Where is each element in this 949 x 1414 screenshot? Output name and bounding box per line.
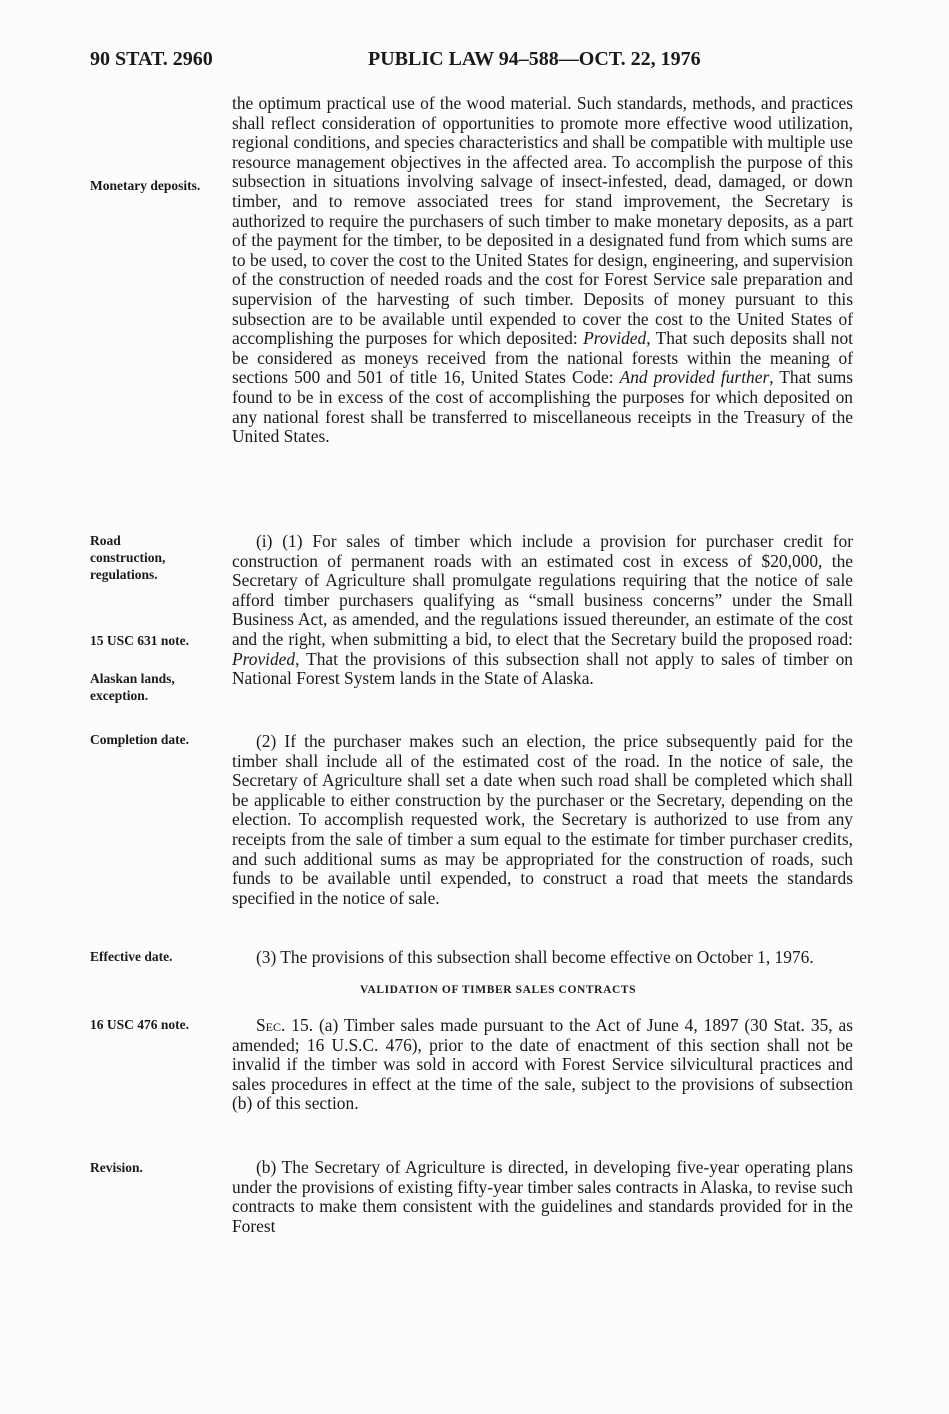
paragraph-i2-text: (2) If the purchaser makes such an election, the price subsequently paid for the timber shall include all of the estimated cost of the road. In the notice of sale, the Secretary of Agriculture shall set a date when such road shall be completed which shall be applicable to either construction by the purchaser or the Secretary, depending on the election. To accomplish requested work, the Secretary is authorized to use from any receipts from the sale of timber a sum equal to the estimate for timber purchaser credits, and such additional sums as may be appropriated for the construction of roads, such funds to be available until expended, to construct a road that meets the standards specified in the notice of sale. <box>232 731 853 908</box>
paragraph-i-1 <box>232 532 853 689</box>
paragraph-i1-text-1: (i) (1) For sales of timber which include a provision for purchaser credit for construction of permanent roads with an estimated cost in excess of $20,000, the Secretary of Agriculture shall promulgate regulations requiring that the notice of sale afford timber purchasers qualifying as “small business concerns” under the Small Business Act, as amended, and the regulations issued thereunder, an estimate of the cost and the right, when submitting a bid, to elect that the Secretary build the proposed road: <box>232 531 853 649</box>
paragraph-h-text-2: , That such deposits shall not be considered as moneys received from the national forests within the meaning of sections 500 and 501 of title 16, United States Code: <box>232 328 853 388</box>
margin-note-revision: Revision. <box>90 1160 143 1175</box>
paragraph-h-text-3: , That sums found to be in excess of the cost of accomplishing the purposes for which deposited on any national forest shall be transferred to miscellaneous receipts in the Treasury of the United States. <box>232 367 853 447</box>
margin-note-16-usc-476: 16 USC 476 note. <box>90 1017 190 1032</box>
margin-note-monetary-deposits: Monetary deposits. <box>90 178 201 193</box>
margin-note-15-usc-631: 15 USC 631 note. <box>90 633 190 648</box>
paragraph-h-text-1: the optimum practical use of the wood material. Such standards, methods, and practices shall reflect consideration of opportunities to promote more effective wood utilization, regional conditions, and species characteristics and shall be compatible with multiple use resource management objectives in the affected area. To accomplish the purpose of this subsection in situations involving salvage of insect-infested, dead, damaged, or down timber, and to remove associated trees for stand improvement, the Secretary is authorized to require the purchasers of such timber to make monetary deposits, as a part of the payment for the timber, to be deposited in a designated fund from which sums are to be used, to cover the cost to the United States for design, engineering, and supervision of the construction of needed roads and the cost for Forest Service sale preparation and supervision of the harvesting of such timber. Deposits of money pursuant to this subsection are to be available until expended to cover the cost to the United States of accomplishing the purposes for which deposited: <box>232 93 853 349</box>
margin-note-alaskan-lands: Alaskan lands, exception. <box>90 671 175 703</box>
section-15-b <box>232 1158 853 1236</box>
section-15-a <box>232 1016 853 1114</box>
margin-note-completion-date: Completion date. <box>90 732 189 747</box>
statute-page-number: 90 STAT. 2960 <box>90 48 213 70</box>
section-label: Sec. 15. <box>256 1015 314 1035</box>
provided-italic: Provided <box>583 328 647 349</box>
and-provided-further-italic: And provided further <box>619 367 770 388</box>
section-heading: VALIDATION OF TIMBER SALES CONTRACTS <box>360 984 637 996</box>
section-15-a-text: (a) Timber sales made pursuant to the Act of June 4, 1897 (30 Stat. 35, as amended; 16 U.S.C. 476), prior to the date of enactment of this section shall not be invalid if the timber was sold in accord with Forest Service silvicultural practices and sales procedures in effect at the time of the sale, subject to the provisions of subsection (b) of this section. <box>232 1015 853 1114</box>
margin-note-effective-date: Effective date. <box>90 949 173 964</box>
public-law-title: PUBLIC LAW 94–588—OCT. 22, 1976 <box>368 48 701 70</box>
margin-note-road-construction: Road construction, regulations. <box>90 533 166 582</box>
paragraph-i3-text: (3) The provisions of this subsection shall become effective on October 1, 1976. <box>256 947 814 967</box>
provided-italic: Provided <box>232 648 296 669</box>
paragraph-i-2 <box>232 732 853 908</box>
section-15-b-text: (b) The Secretary of Agriculture is directed, in developing five-year operating plans under the provisions of existing fifty-year timber sales contracts in Alaska, to revise such contracts to make them consistent with the guidelines and standards provided for in the Forest <box>232 1157 853 1236</box>
paragraph-i-3 <box>232 948 853 968</box>
paragraph-i1-text-2: , That the provisions of this subsection shall not apply to sales of timber on National Forest System lands in the State of Alaska. <box>232 648 853 689</box>
running-head <box>90 48 860 74</box>
paragraph-h-continuation <box>232 94 853 447</box>
